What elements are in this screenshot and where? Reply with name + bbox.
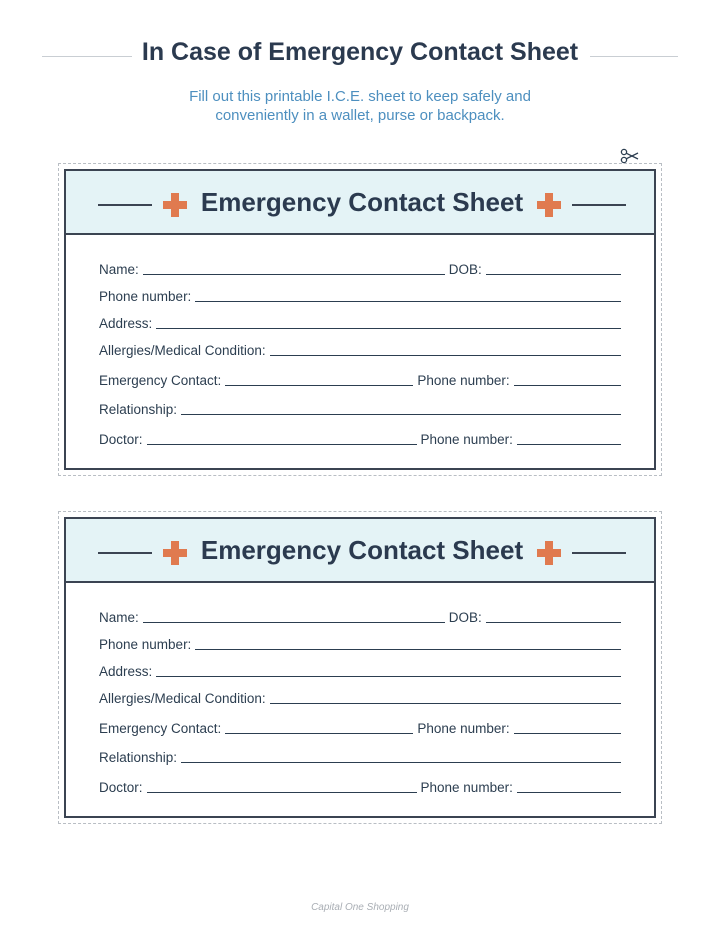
doctor-label: Doctor: (99, 432, 143, 447)
address-label: Address: (99, 664, 153, 679)
dob-label: DOB: (448, 610, 482, 625)
doctor-row (99, 776, 621, 796)
allergies-row (99, 687, 621, 707)
medical-cross-icon (163, 193, 187, 217)
page-subtitle (100, 87, 620, 125)
header-rule-left (98, 204, 152, 206)
address-label: Address: (99, 316, 153, 331)
card-header (66, 171, 654, 235)
cutout-card-1 (58, 163, 662, 476)
emergency-phone-field[interactable] (514, 385, 621, 386)
phone-label: Phone number: (420, 780, 513, 795)
phone-field[interactable] (195, 301, 621, 302)
allergies-row (99, 339, 621, 359)
medical-cross-icon (537, 541, 561, 565)
medical-cross-icon (163, 541, 187, 565)
scissors-icon (620, 148, 640, 164)
card-title: Emergency Contact Sheet (200, 535, 524, 565)
doctor-phone-field[interactable] (517, 792, 621, 793)
allergies-field[interactable] (270, 703, 621, 704)
emergency-contact-row (99, 369, 621, 389)
phone-row (99, 633, 621, 653)
doctor-row (99, 428, 621, 448)
relationship-field[interactable] (181, 762, 621, 763)
doctor-field[interactable] (147, 792, 417, 793)
emergency-card (64, 169, 656, 470)
title-rule-right (590, 56, 678, 57)
phone-label: Phone number: (99, 637, 192, 652)
doctor-field[interactable] (147, 444, 417, 445)
dob-field[interactable] (486, 274, 621, 275)
emergency-phone-field[interactable] (514, 733, 621, 734)
address-field[interactable] (156, 676, 621, 677)
relationship-row (99, 398, 621, 418)
allergies-label: Allergies/Medical Condition: (99, 343, 266, 358)
emergency-card (64, 517, 656, 818)
relationship-label: Relationship: (99, 750, 178, 765)
name-field[interactable] (143, 622, 445, 623)
name-label: Name: (99, 610, 139, 625)
emergency-contact-row (99, 717, 621, 737)
emergency-contact-field[interactable] (225, 733, 413, 734)
header-rule-left (98, 552, 152, 554)
relationship-field[interactable] (181, 414, 621, 415)
phone-field[interactable] (195, 649, 621, 650)
address-row (99, 312, 621, 332)
phone-label: Phone number: (99, 289, 192, 304)
capital-one-shopping-logo: Capital One Shopping (311, 902, 409, 913)
emergency-contact-label: Emergency Contact: (99, 721, 222, 736)
relationship-label: Relationship: (99, 402, 178, 417)
page-header (0, 0, 720, 140)
emergency-contact-field[interactable] (225, 385, 413, 386)
phone-label: Phone number: (417, 721, 510, 736)
name-label: Name: (99, 262, 139, 277)
card-header (66, 519, 654, 583)
card-title: Emergency Contact Sheet (200, 187, 524, 217)
dob-field[interactable] (486, 622, 621, 623)
name-row (99, 258, 621, 278)
allergies-field[interactable] (270, 355, 621, 356)
subtitle-line-2: conveniently in a wallet, purse or backpack. (215, 107, 505, 124)
address-field[interactable] (156, 328, 621, 329)
address-row (99, 660, 621, 680)
emergency-contact-label: Emergency Contact: (99, 373, 222, 388)
doctor-label: Doctor: (99, 780, 143, 795)
header-rule-right (572, 552, 626, 554)
doctor-phone-field[interactable] (517, 444, 621, 445)
phone-row (99, 285, 621, 305)
medical-cross-icon (537, 193, 561, 217)
relationship-row (99, 746, 621, 766)
page-title: In Case of Emergency Contact Sheet (141, 38, 579, 66)
dob-label: DOB: (448, 262, 482, 277)
cutout-card-2 (58, 511, 662, 824)
name-row (99, 606, 621, 626)
phone-label: Phone number: (420, 432, 513, 447)
name-field[interactable] (143, 274, 445, 275)
phone-label: Phone number: (417, 373, 510, 388)
subtitle-line-1: Fill out this printable I.C.E. sheet to keep safely and (189, 88, 531, 105)
header-rule-right (572, 204, 626, 206)
allergies-label: Allergies/Medical Condition: (99, 691, 266, 706)
title-rule-left (42, 56, 132, 57)
